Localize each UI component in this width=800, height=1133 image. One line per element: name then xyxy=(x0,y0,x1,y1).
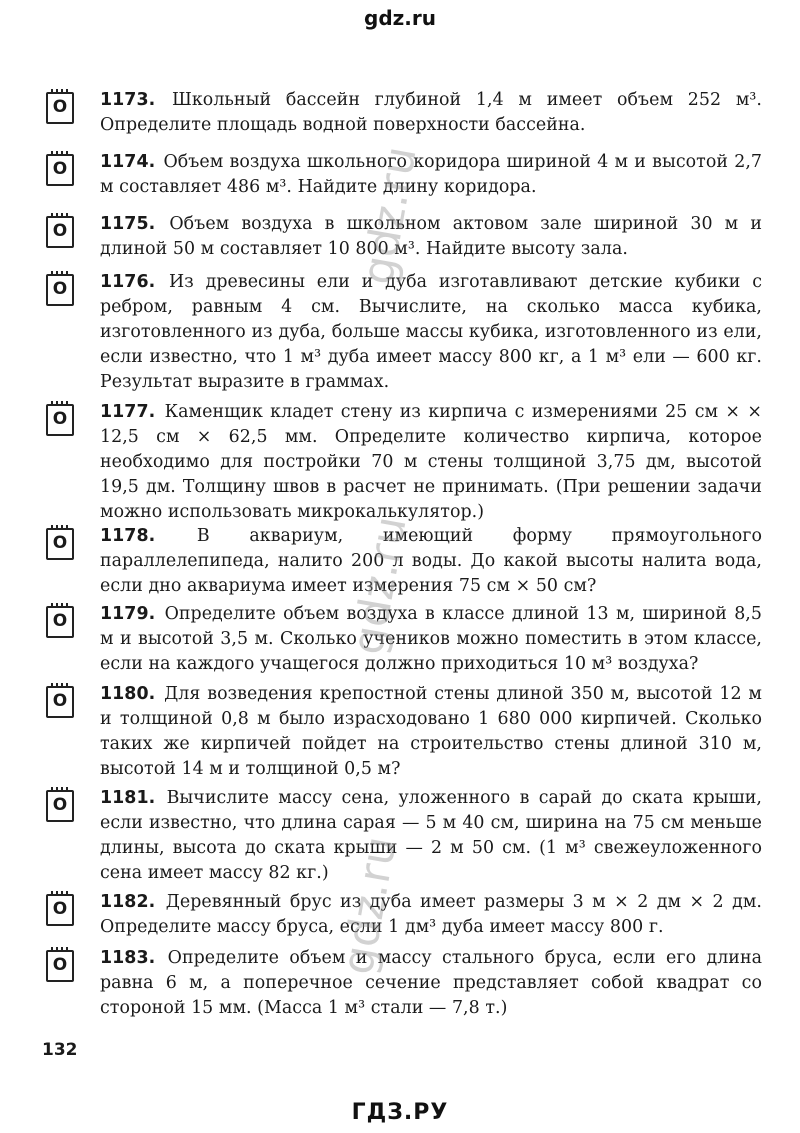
problem-text: Объем воздуха школьного коридора шириной 4 м и высотой 2,7 м составляет 486 м³. Найдите длину коридора. xyxy=(100,152,763,197)
problem-number: 1176. xyxy=(100,272,156,292)
problem-1181 xyxy=(42,786,762,886)
notebook-icon: O xyxy=(46,686,74,718)
problem-number: 1174. xyxy=(100,152,156,172)
notebook-icon: O xyxy=(46,404,74,436)
problem-text: В аквариум, имеющий форму прямоугольного параллелепипеда, налито 200 л воды. До какой высоты налита вода, если дно аквариума имеет измерения 75 см × 50 см? xyxy=(100,526,762,596)
problem-text: Определите объем и массу стального бруса, если его длина равна 6 м, а поперечное сечение представляет собой квадрат со стороной 15 мм. (Масса 1 м³ стали — 7,8 т.) xyxy=(100,948,763,1018)
problem-number: 1181. xyxy=(100,788,156,808)
problem-text: Школьный бассейн глубиной 1,4 м имеет объем 252 м³. Определите площадь водной поверхности бассейна. xyxy=(100,90,762,135)
problem-1175 xyxy=(42,212,762,262)
problem-text: Определите объем воздуха в классе длиной 13 м, шириной 8,5 м и высотой 3,5 м. Сколько учеников можно поместить в этом классе, если на каждого учащегося должно приходиться 10 м³ воздуха? xyxy=(100,604,762,674)
site-header[interactable]: gdz.ru xyxy=(364,6,436,30)
problem-1180 xyxy=(42,682,762,782)
watermark: gdz.ru xyxy=(342,512,417,659)
problem-1182 xyxy=(42,890,762,940)
notebook-icon: O xyxy=(46,790,74,822)
notebook-icon: O xyxy=(46,216,74,248)
problem-number: 1179. xyxy=(100,604,156,624)
page-number: 132 xyxy=(42,1040,78,1060)
problem-number: 1173. xyxy=(100,90,156,110)
problem-1179 xyxy=(42,602,762,677)
problem-text: Каменщик кладет стену из кирпича с измерениями 25 см × × 12,5 см × 62,5 мм. Определите количество кирпича, которое необходимо для постройки 70 м стены толщиной 3,75 дм, высотой 19,5 дм. Толщину швов в расчет не принимать. (При решении задачи можно использовать микрокалькулятор.) xyxy=(100,402,762,522)
problem-text: Для возведения крепостной стены длиной 350 м, высотой 12 м и толщиной 0,8 м было израсходовано 1 680 000 кирпичей. Сколько таких же кирпичей пойдет на строительство стены длиной 310 м, высотой 14 м и толщиной 0,5 м? xyxy=(100,684,762,779)
watermark: gdz.ru xyxy=(352,142,427,289)
problem-text: Деревянный брус из дуба имеет размеры 3 м × 2 дм × 2 дм. Определите массу бруса, если 1 дм³ дуба имеет массу 800 г. xyxy=(100,892,762,937)
problem-1176 xyxy=(42,270,762,395)
problem-1177 xyxy=(42,400,762,525)
notebook-icon: O xyxy=(46,950,74,982)
problem-text: Вычислите массу сена, уложенного в сарай до ската крыши, если известно, что длина сарая — 5 м 40 см, ширина на 75 см меньше длины, высота до ската крыши — 2 м 50 см. (1 м³ свежеуложенного сена имеет массу 82 кг.) xyxy=(100,788,762,883)
notebook-icon: O xyxy=(46,606,74,638)
problem-1183 xyxy=(42,946,762,1021)
problem-text: Из древесины ели и дуба изготавливают детские кубики с ребром, равным 4 см. Вычислите, на сколько масса кубика, изготовленного из дуба, больше массы кубика, изготовленного из ели, если известно, что 1 м³ дуба имеет массу 800 кг, а 1 м³ ели — 600 кг. Результат выразите в граммах. xyxy=(100,272,762,392)
watermark: gdz.ru xyxy=(332,832,407,979)
notebook-icon: O xyxy=(46,154,74,186)
notebook-icon: O xyxy=(46,894,74,926)
problem-number: 1178. xyxy=(100,526,156,546)
problem-number: 1182. xyxy=(100,892,156,912)
problem-text: Объем воздуха в школьном актовом зале шириной 30 м и длиной 50 м составляет 10 800 м³. Найдите высоту зала. xyxy=(100,214,762,259)
site-footer[interactable]: ГДЗ.РУ xyxy=(351,1100,449,1125)
problem-number: 1177. xyxy=(100,402,156,422)
problem-number: 1183. xyxy=(100,948,156,968)
problem-number: 1175. xyxy=(100,214,156,234)
problem-1174 xyxy=(42,150,762,200)
notebook-icon: O xyxy=(46,528,74,560)
problem-number: 1180. xyxy=(100,684,156,704)
problem-1178 xyxy=(42,524,762,599)
notebook-icon: O xyxy=(46,92,74,124)
problem-1173 xyxy=(42,88,762,138)
notebook-icon: O xyxy=(46,274,74,306)
